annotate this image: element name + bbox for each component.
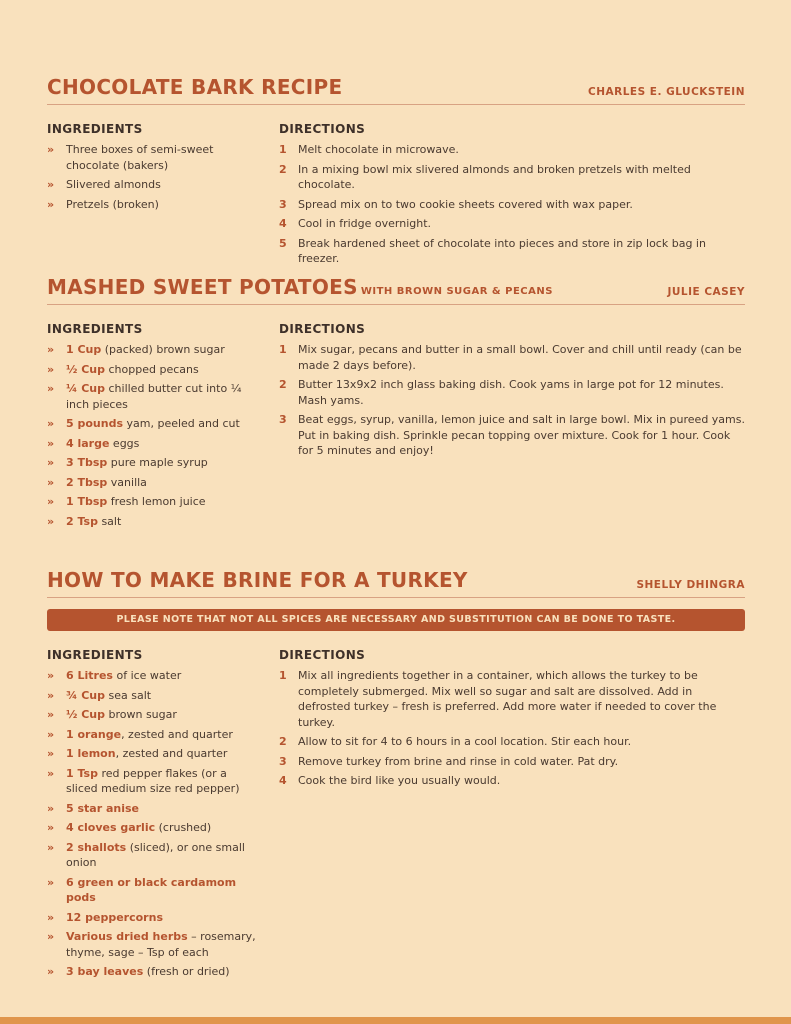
bullet-icon: » xyxy=(47,875,55,889)
step-number: 3 xyxy=(279,754,287,768)
ingredients-column xyxy=(47,322,262,533)
ingredient-text: vanilla xyxy=(107,475,147,489)
direction-step xyxy=(279,236,745,267)
ingredient-quantity: 1 Cup xyxy=(66,343,102,356)
directions-list xyxy=(279,142,745,267)
footer-bar xyxy=(0,1017,791,1024)
step-number: 2 xyxy=(279,735,287,748)
step-number: 1 xyxy=(279,143,287,156)
ingredient-text: , zested and quarter xyxy=(115,747,228,760)
step-text: Melt chocolate in microwave. xyxy=(298,143,459,156)
ingredients-column xyxy=(47,122,262,216)
ingredient-quantity: 6 Litres xyxy=(66,669,113,682)
step-number: 3 xyxy=(279,413,287,426)
bullet-icon: » xyxy=(47,417,55,430)
ingredient-text: chopped pecans xyxy=(105,362,199,376)
ingredient-item xyxy=(47,875,262,906)
direction-step xyxy=(279,773,745,789)
step-number: 3 xyxy=(279,197,287,211)
ingredient-item xyxy=(47,964,262,980)
direction-step xyxy=(279,754,745,770)
step-number: 1 xyxy=(279,669,287,682)
directions-heading: DIRECTIONS xyxy=(279,322,366,336)
ingredient-item xyxy=(47,381,262,412)
direction-step xyxy=(279,162,745,193)
bullet-icon: » xyxy=(47,708,55,721)
step-text: In a mixing bowl mix slivered almonds and broken pretzels with melted chocolate. xyxy=(298,162,691,191)
ingredient-item xyxy=(47,455,262,471)
ingredient-text: (packed) brown sugar xyxy=(101,343,225,356)
step-text: Break hardened sheet of chocolate into pieces and store in zip lock bag in freezer. xyxy=(298,236,706,265)
step-text: Mix sugar, pecans and butter in a small bowl. Cover and chill until ready (can be made 2 days before). xyxy=(298,343,742,372)
bullet-icon: » xyxy=(47,727,55,741)
bullet-icon: » xyxy=(47,910,55,924)
directions-list xyxy=(279,668,745,789)
bullet-icon: » xyxy=(47,801,55,815)
bullet-icon: » xyxy=(47,821,55,834)
direction-step xyxy=(279,668,745,730)
recipe-title: MASHED SWEET POTATOES WITH BROWN SUGAR & PECANS xyxy=(47,275,553,299)
recipe-title: CHOCOLATE BARK RECIPE xyxy=(47,75,343,99)
direction-step xyxy=(279,142,745,158)
step-text: Beat eggs, syrup, vanilla, lemon juice and salt in large bowl. Mix in pureed yams. Put in baking dish. Sprinkle pecan topping over mixture. Cook for 1 hour. Cook for 5 minutes and enjoy! xyxy=(298,413,745,457)
bullet-icon: » xyxy=(47,930,55,943)
recipe-author: JULIE CASEY xyxy=(667,286,745,298)
ingredient-text: brown sugar xyxy=(105,708,177,721)
bullet-icon: » xyxy=(47,669,55,682)
ingredient-quantity: 2 Tbsp xyxy=(66,475,108,489)
step-text: Cool in fridge overnight. xyxy=(298,217,432,230)
ingredient-quantity: 6 green or black cardamom pods xyxy=(66,875,237,904)
bullet-icon: » xyxy=(47,343,55,356)
recipe-header xyxy=(47,567,745,598)
ingredient-text: eggs xyxy=(109,436,140,450)
ingredient-item xyxy=(47,801,262,817)
ingredient-text: – rosemary, thyme, sage – Tsp of each xyxy=(66,930,256,959)
ingredient-item xyxy=(47,910,262,926)
ingredient-text: Slivered almonds xyxy=(66,178,161,191)
bullet-icon: » xyxy=(47,143,55,156)
ingredient-item xyxy=(47,668,262,684)
step-number: 5 xyxy=(279,236,287,250)
ingredient-item xyxy=(47,929,262,960)
ingredient-item xyxy=(47,514,262,530)
ingredient-quantity: ¾ Cup xyxy=(66,688,105,702)
ingredient-text: (fresh or dried) xyxy=(143,965,230,978)
ingredient-quantity: 5 star anise xyxy=(66,801,139,815)
ingredient-text: Pretzels (broken) xyxy=(66,197,159,211)
ingredients-list xyxy=(47,142,262,212)
ingredients-list xyxy=(47,342,262,529)
ingredient-quantity: ¼ Cup xyxy=(66,382,105,395)
step-number: 2 xyxy=(279,162,287,176)
ingredient-quantity: 1 lemon xyxy=(66,747,116,760)
recipe-chocolate-bark xyxy=(47,74,745,265)
ingredients-list xyxy=(47,668,262,980)
ingredient-text: fresh lemon juice xyxy=(107,495,206,508)
directions-heading: DIRECTIONS xyxy=(279,648,366,662)
ingredient-item xyxy=(47,197,262,213)
ingredient-text: red pepper flakes (or a sliced medium size red pepper) xyxy=(66,766,240,795)
bullet-icon: » xyxy=(47,197,55,211)
ingredients-heading: INGREDIENTS xyxy=(47,122,143,136)
bullet-icon: » xyxy=(47,495,55,508)
bullet-icon: » xyxy=(47,840,55,854)
direction-step xyxy=(279,734,745,750)
ingredient-text: chilled butter cut into ¼ inch pieces xyxy=(66,382,242,411)
step-number: 4 xyxy=(279,774,287,787)
ingredient-item xyxy=(47,436,262,452)
ingredient-text: yam, peeled and cut xyxy=(123,417,240,430)
direction-step xyxy=(279,342,745,373)
ingredients-heading: INGREDIENTS xyxy=(47,322,143,336)
ingredient-quantity: 1 orange xyxy=(66,727,122,741)
directions-column xyxy=(279,122,745,271)
ingredient-quantity: Various dried herbs xyxy=(66,930,188,943)
ingredient-item xyxy=(47,416,262,432)
recipe-author: CHARLES E. GLUCKSTEIN xyxy=(588,86,745,98)
ingredient-item xyxy=(47,362,262,378)
bullet-icon: » xyxy=(47,747,55,760)
step-text: Mix all ingredients together in a container, which allows the turkey to be completely submerged. Mix well so sugar and salt are dissolved. Add in defrosted turkey – fresh is preferred. Add more water if needed to cover the turkey. xyxy=(298,669,717,729)
recipe-author: SHELLY DHINGRA xyxy=(636,579,745,591)
ingredient-text: salt xyxy=(97,514,122,528)
bullet-icon: » xyxy=(47,178,55,191)
ingredient-text: Three boxes of semi-sweet chocolate (bakers) xyxy=(66,143,214,172)
step-text: Remove turkey from brine and rinse in cold water. Pat dry. xyxy=(298,754,619,768)
bullet-icon: » xyxy=(47,965,55,978)
ingredients-column xyxy=(47,648,262,984)
recipe-mashed-sweet-potatoes xyxy=(47,274,745,528)
step-text: Butter 13x9x2 inch glass baking dish. Cook yams in large pot for 12 minutes. Mash yams. xyxy=(298,378,724,407)
bullet-icon: » xyxy=(47,456,55,469)
ingredient-quantity: 4 large xyxy=(66,436,110,450)
ingredient-quantity: 3 bay leaves xyxy=(66,965,144,978)
ingredient-text: (crushed) xyxy=(155,821,212,834)
step-number: 1 xyxy=(279,343,287,356)
ingredient-item xyxy=(47,342,262,358)
directions-column xyxy=(279,648,745,793)
ingredient-quantity: ½ Cup xyxy=(66,708,105,721)
direction-step xyxy=(279,216,745,232)
step-number: 4 xyxy=(279,217,287,230)
bullet-icon: » xyxy=(47,475,55,489)
recipe-header xyxy=(47,274,745,305)
ingredient-quantity: 4 cloves garlic xyxy=(66,821,156,834)
ingredient-quantity: 2 Tsp xyxy=(66,514,98,528)
ingredient-quantity: 1 Tbsp xyxy=(66,495,108,508)
ingredient-quantity: 5 pounds xyxy=(66,417,123,430)
ingredient-text: (sliced), or one small onion xyxy=(66,840,245,869)
recipe-subtitle: WITH BROWN SUGAR & PECANS xyxy=(360,286,553,297)
ingredient-text: of ice water xyxy=(112,669,182,682)
direction-step xyxy=(279,412,745,459)
bullet-icon: » xyxy=(47,382,55,395)
recipe-turkey-brine xyxy=(47,567,745,978)
bullet-icon: » xyxy=(47,688,55,702)
ingredients-heading: INGREDIENTS xyxy=(47,648,143,662)
ingredient-item xyxy=(47,688,262,704)
directions-heading: DIRECTIONS xyxy=(279,122,366,136)
ingredient-item xyxy=(47,177,262,193)
step-number: 2 xyxy=(279,378,287,391)
ingredient-text: sea salt xyxy=(105,688,152,702)
ingredient-item xyxy=(47,727,262,743)
ingredient-quantity: 2 shallots xyxy=(66,840,127,854)
recipe-header xyxy=(47,74,745,105)
note-banner: PLEASE NOTE THAT NOT ALL SPICES ARE NECESSARY AND SUBSTITUTION CAN BE DONE TO TASTE. xyxy=(47,609,745,631)
ingredient-quantity: 12 peppercorns xyxy=(66,910,163,924)
step-text: Allow to sit for 4 to 6 hours in a cool location. Stir each hour. xyxy=(298,735,632,748)
bullet-icon: » xyxy=(47,514,55,528)
step-text: Spread mix on to two cookie sheets covered with wax paper. xyxy=(298,197,633,211)
ingredient-item xyxy=(47,746,262,762)
ingredient-item xyxy=(47,820,262,836)
ingredient-text: , zested and quarter xyxy=(121,727,233,741)
ingredient-quantity: 1 Tsp xyxy=(66,766,98,780)
ingredient-text: pure maple syrup xyxy=(107,456,208,469)
ingredient-quantity: ½ Cup xyxy=(66,362,105,376)
directions-list xyxy=(279,342,745,459)
ingredient-item xyxy=(47,494,262,510)
recipe-title: HOW TO MAKE BRINE FOR A TURKEY xyxy=(47,568,468,592)
ingredient-item xyxy=(47,840,262,871)
ingredient-item xyxy=(47,142,262,173)
bullet-icon: » xyxy=(47,436,55,450)
direction-step xyxy=(279,197,745,213)
bullet-icon: » xyxy=(47,362,55,376)
bullet-icon: » xyxy=(47,766,55,780)
ingredient-item xyxy=(47,766,262,797)
ingredient-quantity: 3 Tbsp xyxy=(66,456,108,469)
ingredient-item xyxy=(47,707,262,723)
step-text: Cook the bird like you usually would. xyxy=(298,774,501,787)
ingredient-item xyxy=(47,475,262,491)
direction-step xyxy=(279,377,745,408)
directions-column xyxy=(279,322,745,463)
